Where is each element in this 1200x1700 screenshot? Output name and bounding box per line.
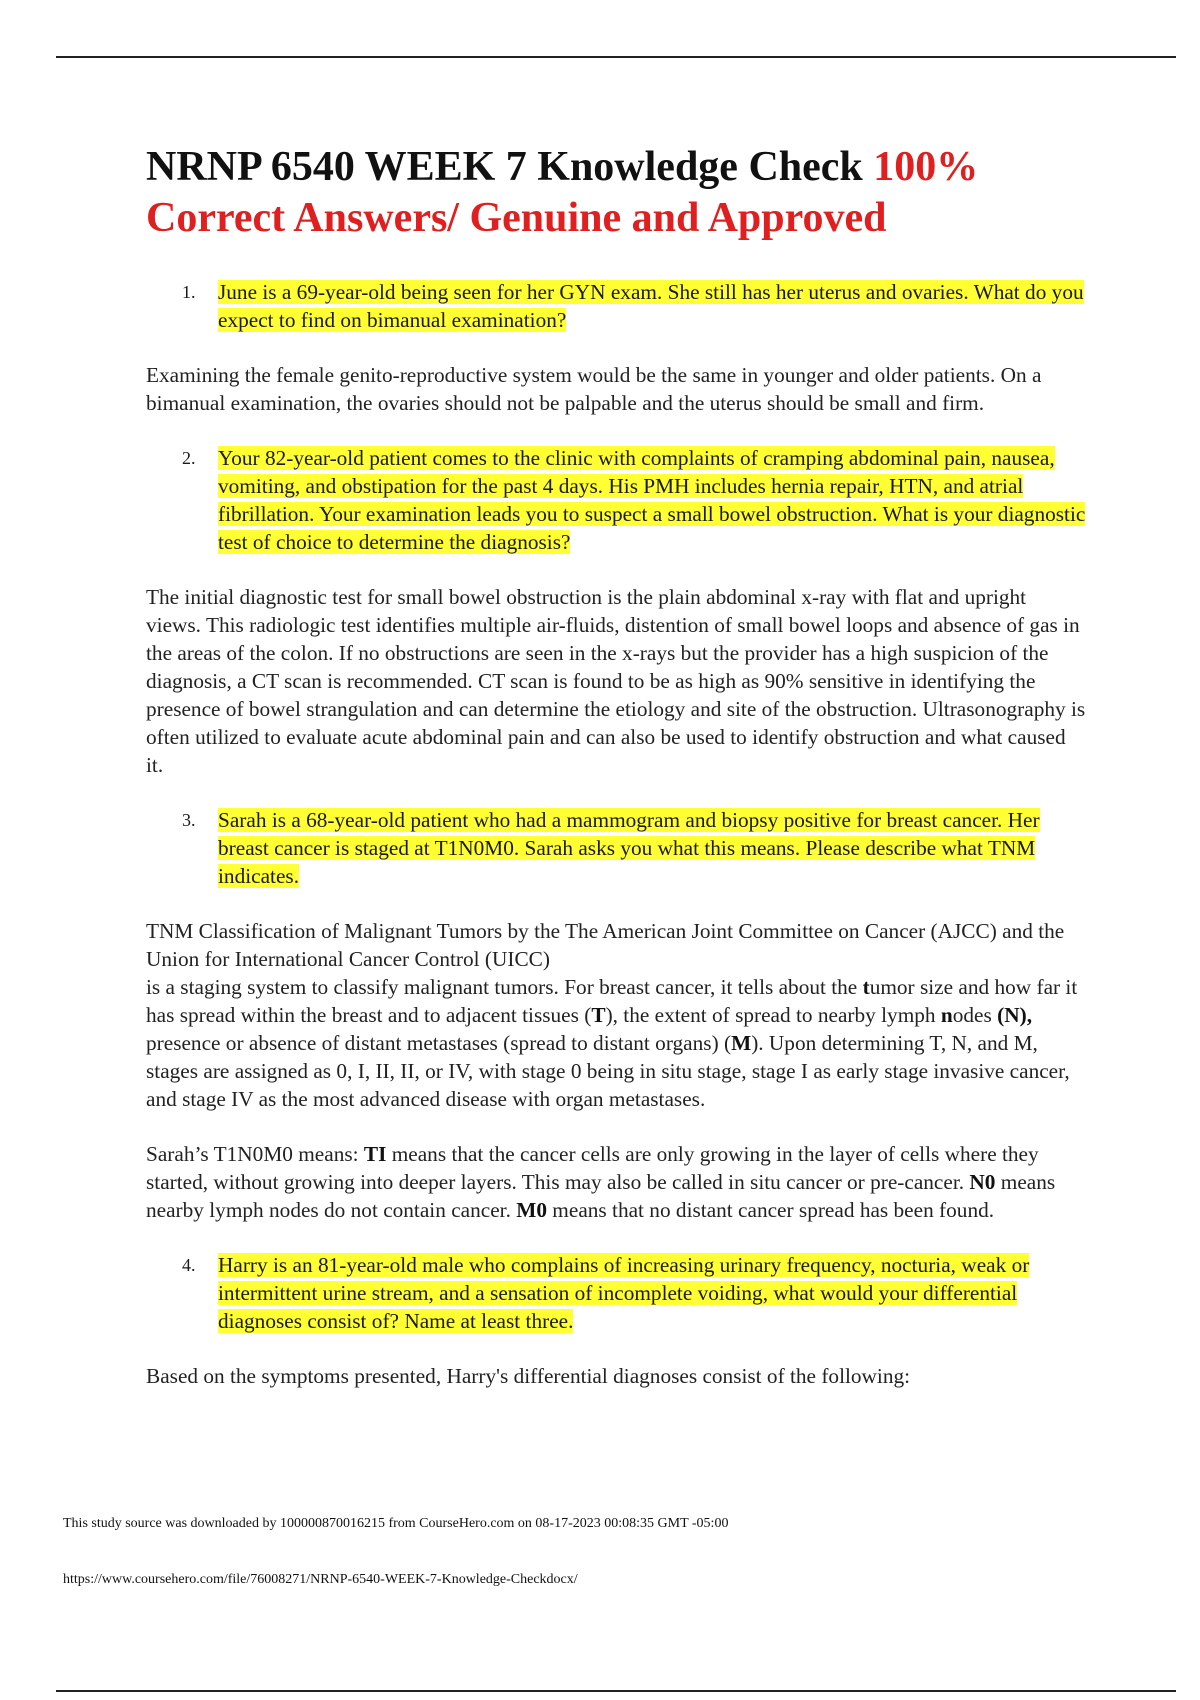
document-title xyxy=(146,142,1086,244)
answer-2: The initial diagnostic test for small bowel obstruction is the plain abdominal x-ray with flat and upright views. This radiologic test identifies multiple air-fluids, distention of small bowel loops and absence of gas in the areas of the colon. If no obstructions are seen in the x-rays but the provider has a high suspicion of the diagnosis, a CT scan is recommended. CT scan is found to be as high as 90% sensitive in identifying the presence of bowel strangulation and can determine the etiology and site of the obstruction. Ultrasonography is often utilized to evaluate acute abdominal pain and can also be used to identify obstruction and what caused it. xyxy=(146,585,1086,777)
question-text: Sarah is a 68-year-old patient who had a mammogram and biopsy positive for breast cancer. Her breast cancer is staged at T1N0M0. Sarah asks you what this means. Please describe what TNM indicates. xyxy=(218,808,1040,888)
answer-3-tnm-definition: TNM Classification of Malignant Tumors by the The American Joint Committee on Cancer (AJCC) and the Union for International Cancer Control (UICC) is a staging system to classify malignant tumors. For breast cancer, it tells about the tumor size and how far it has spread within the breast and to adjacent tissues (T), the extent of spread to nearby lymph nodes (N), presence or absence of distant metastases (spread to distant organs) (M). Upon determining T, N, and M, stages are assigned as 0, I, II, II, or IV, with stage 0 being in situ stage, stage I as early stage invasive cancer, and stage IV as the most advanced disease with organ metastases. xyxy=(146,919,1078,1111)
bottom-rule xyxy=(56,1690,1176,1692)
question-1 xyxy=(182,278,1086,334)
download-source-note: This study source was downloaded by 100000870016215 from CourseHero.com on 08-17-2023 00:08:35 GMT -05:00 xyxy=(63,1516,729,1531)
answer-3-staging-meaning: Sarah’s T1N0M0 means: TI means that the cancer cells are only growing in the layer of cells where they started, without growing into deeper layers. This may also be called in situ cancer or pre-cancer. N0 means nearby lymph nodes do not contain cancer. M0 means that no distant cancer spread has been found. xyxy=(146,1142,1056,1222)
question-text: June is a 69-year-old being seen for her GYN exam. She still has her uterus and ovaries. What do you expect to find on bimanual examination? xyxy=(218,280,1084,332)
title-accent: 100% Correct Answers/ Genuine and Approved xyxy=(146,144,979,241)
tnm-heading: TNM Classification of Malignant Tumors by the The American Joint Committee on Cancer (AJCC) and the Union for International Cancer Control (UICC) xyxy=(146,919,1065,971)
title-main: NRNP 6540 WEEK 7 Knowledge Check xyxy=(146,144,874,190)
document-body xyxy=(146,142,1086,1417)
question-2 xyxy=(182,444,1086,556)
question-3 xyxy=(182,806,1086,890)
top-rule xyxy=(56,56,1176,58)
question-text: Harry is an 81-year-old male who complains of increasing urinary frequency, nocturia, weak or intermittent urine stream, and a sensation of incomplete voiding, what would your differential diagnoses consist of? Name at least three. xyxy=(218,1253,1030,1333)
source-url[interactable]: https://www.coursehero.com/file/76008271/NRNP-6540-WEEK-7-Knowledge-Checkdocx/ xyxy=(63,1572,578,1587)
question-number: 2. xyxy=(182,448,196,468)
answer-4: Based on the symptoms presented, Harry's differential diagnoses consist of the following: xyxy=(146,1364,911,1388)
question-number: 4. xyxy=(182,1255,196,1275)
question-number: 1. xyxy=(182,282,196,302)
question-number: 3. xyxy=(182,810,196,830)
question-text: Your 82-year-old patient comes to the clinic with complaints of cramping abdominal pain, nausea, vomiting, and obstipation for the past 4 days. His PMH includes hernia repair, HTN, and atrial fibrillation. Your examination leads you to suspect a small bowel obstruction. What is your diagnostic test of choice to determine the diagnosis? xyxy=(218,446,1086,554)
answer-1: Examining the female genito-reproductive system would be the same in younger and older patients. On a bimanual examination, the ovaries should not be palpable and the uterus should be small and firm. xyxy=(146,363,1042,415)
question-4 xyxy=(182,1251,1086,1335)
